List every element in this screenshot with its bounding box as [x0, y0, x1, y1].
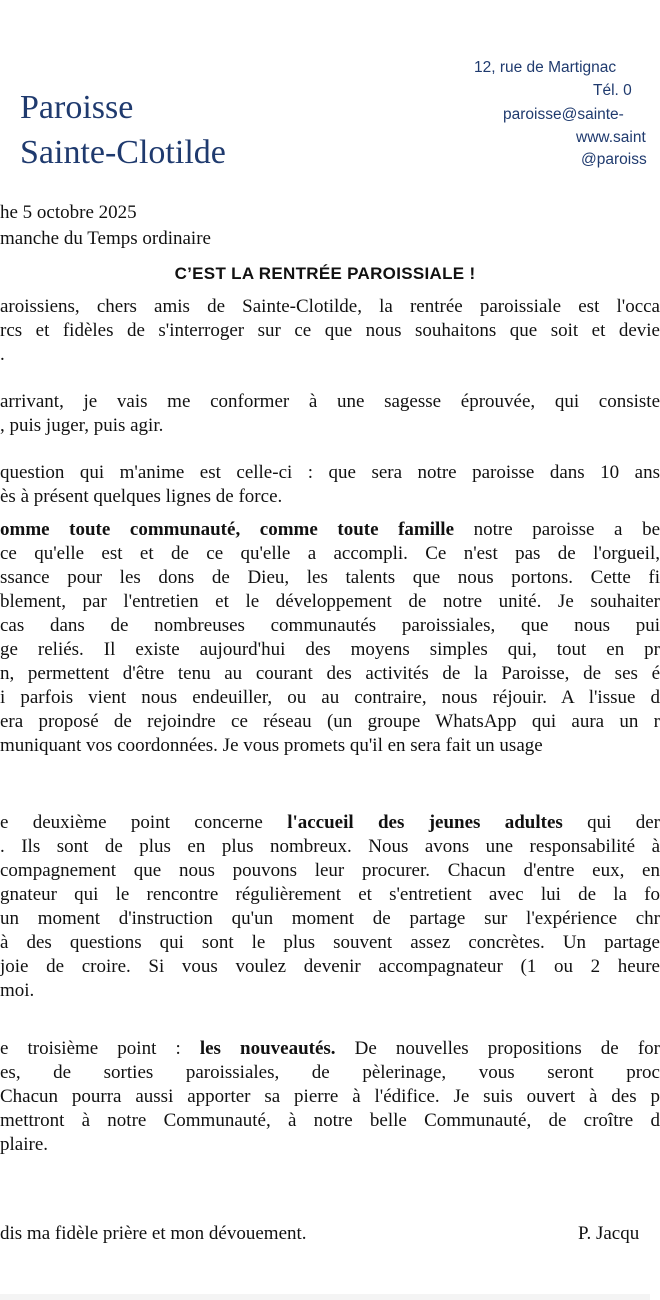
paragraph-1-line-1: [0, 295, 660, 319]
text-segment: ès à présent quelques lignes de force.: [0, 486, 283, 507]
text-segment: cas dans de nombreuses communautés paroissiales, que nous pui: [0, 615, 660, 636]
paragraph-4-line-2: [0, 542, 660, 566]
text-segment: De nouvelles propositions de for: [335, 1038, 660, 1059]
text-segment: era proposé de rejoindre ce réseau (un groupe WhatsApp qui aura un r: [0, 711, 660, 732]
paragraph-5-line-2: [0, 835, 660, 859]
paragraph-6-line-1: [0, 1037, 660, 1061]
text-segment: es, de sorties paroissiales, de pèlerinage, vous seront proc: [0, 1062, 660, 1083]
paragraph-6-line-5: [0, 1133, 660, 1157]
contact-website[interactable]: www.saint: [576, 129, 646, 146]
letter-date: he 5 octobre 2025: [0, 202, 137, 223]
paragraph-5-line-6: [0, 931, 660, 955]
text-segment: n, permettent d'être tenu au courant des activités de la Paroisse, de ses é: [0, 663, 660, 684]
text-segment: gnateur qui le rencontre régulièrement et s'entretient avec lui de la fo: [0, 884, 660, 905]
contact-email[interactable]: paroisse@sainte-: [503, 106, 624, 123]
text-segment: ssance pour les dons de Dieu, les talents que nous portons. Cette fi: [0, 567, 660, 588]
letter-heading: C’EST LA RENTRÉE PAROISSIALE !: [174, 264, 476, 283]
paragraph-4-line-5: [0, 614, 660, 638]
page-bottom-edge: [0, 1294, 650, 1300]
paragraph-5-line-5: [0, 907, 660, 931]
paragraph-4-line-4: [0, 590, 660, 614]
text-segment: rcs et fidèles de s'interroger sur ce que nous souhaitons que soit et devie: [0, 320, 660, 341]
text-segment: ce qu'elle est et de ce qu'elle a accompli. Ce n'est pas de l'orgueil,: [0, 543, 660, 564]
paragraph-4-line-8: [0, 686, 660, 710]
text-segment: Chacun pourra aussi apporter sa pierre à l'édifice. Je suis ouvert à des p: [0, 1086, 660, 1107]
text-segment: e deuxième point concerne: [0, 812, 288, 833]
text-segment: à des questions qui sont le plus souvent assez concrètes. Un partage: [0, 932, 660, 953]
text-segment: arrivant, je vais me conformer à une sagesse éprouvée, qui consiste: [0, 391, 660, 412]
contact-phone: Tél. 0: [593, 82, 632, 99]
text-segment: notre paroisse a be: [454, 519, 660, 540]
text-segment: un moment d'instruction qu'un moment de partage sur l'expérience chr: [0, 908, 660, 929]
contact-address: 12, rue de Martignac: [474, 59, 617, 76]
text-segment: aroissiens, chers amis de Sainte-Clotilde, la rentrée paroissiale est l'occa: [0, 296, 660, 317]
paragraph-4-line-3: [0, 566, 660, 590]
paragraph-1-line-3: [0, 343, 660, 367]
paragraph-6-line-3: [0, 1085, 660, 1109]
text-segment: ge reliés. Il existe aujourd'hui des moyens simples qui, tout en pr: [0, 639, 660, 660]
paragraph-4-line-6: [0, 638, 660, 662]
text-segment: , puis juger, puis agir.: [0, 415, 164, 436]
paragraph-6-line-2: [0, 1061, 660, 1085]
paragraph-6-line-4: [0, 1109, 660, 1133]
paragraph-5-line-7: [0, 955, 660, 979]
paragraph-1-line-2: [0, 319, 660, 343]
paragraph-3-line-1: [0, 461, 660, 485]
parish-name-line1: Paroisse: [20, 89, 134, 126]
emphasis-text: les nouveautés.: [199, 1038, 336, 1059]
paragraph-5-line-1: [0, 811, 660, 835]
paragraph-2-line-2: [0, 414, 660, 438]
parish-name-line2: Sainte-Clotilde: [20, 134, 226, 171]
emphasis-text: omme toute communauté, comme toute famille: [0, 519, 455, 540]
text-segment: qui der: [562, 812, 660, 833]
text-segment: . Ils sont de plus en plus nombreux. Nous avons une responsabilité à: [0, 836, 660, 857]
emphasis-text: l'accueil des jeunes adultes: [287, 812, 563, 833]
paragraph-4-line-7: [0, 662, 660, 686]
paragraph-5-line-4: [0, 883, 660, 907]
paragraph-4-line-1: [0, 518, 660, 542]
paragraph-5-line-3: [0, 859, 660, 883]
signature: P. Jacqu: [578, 1223, 640, 1244]
contact-social-handle[interactable]: @paroiss: [581, 151, 647, 168]
text-segment: e troisième point :: [0, 1038, 200, 1059]
text-segment: moi.: [0, 980, 35, 1001]
text-segment: compagnement que nous pouvons leur procurer. Chacun d'entre eux, en: [0, 860, 660, 881]
paragraph-4-line-10: [0, 734, 660, 758]
text-segment: .: [0, 344, 5, 365]
text-segment: i parfois vient nous endeuiller, ou au contraire, nous réjouir. A l'issue d: [0, 687, 660, 708]
text-segment: joie de croire. Si vous voulez devenir accompagnateur (1 ou 2 heure: [0, 956, 660, 977]
text-segment: plaire.: [0, 1134, 49, 1155]
text-segment: question qui m'anime est celle-ci : que sera notre paroisse dans 10 ans: [0, 462, 660, 483]
text-segment: muniquant vos coordonnées. Je vous promets qu'il en sera fait un usage: [0, 735, 543, 756]
closing-line: dis ma fidèle prière et mon dévouement.: [0, 1223, 307, 1244]
paragraph-3-line-2: [0, 485, 660, 509]
paragraph-2-line-1: [0, 390, 660, 414]
paragraph-5-line-8: [0, 979, 660, 1003]
liturgical-sunday: manche du Temps ordinaire: [0, 228, 211, 249]
text-segment: blement, par l'entretien et le développement de notre unité. Je souhaiter: [0, 591, 660, 612]
paragraph-4-line-9: [0, 710, 660, 734]
text-segment: mettront à notre Communauté, à notre belle Communauté, de croître d: [0, 1110, 660, 1131]
